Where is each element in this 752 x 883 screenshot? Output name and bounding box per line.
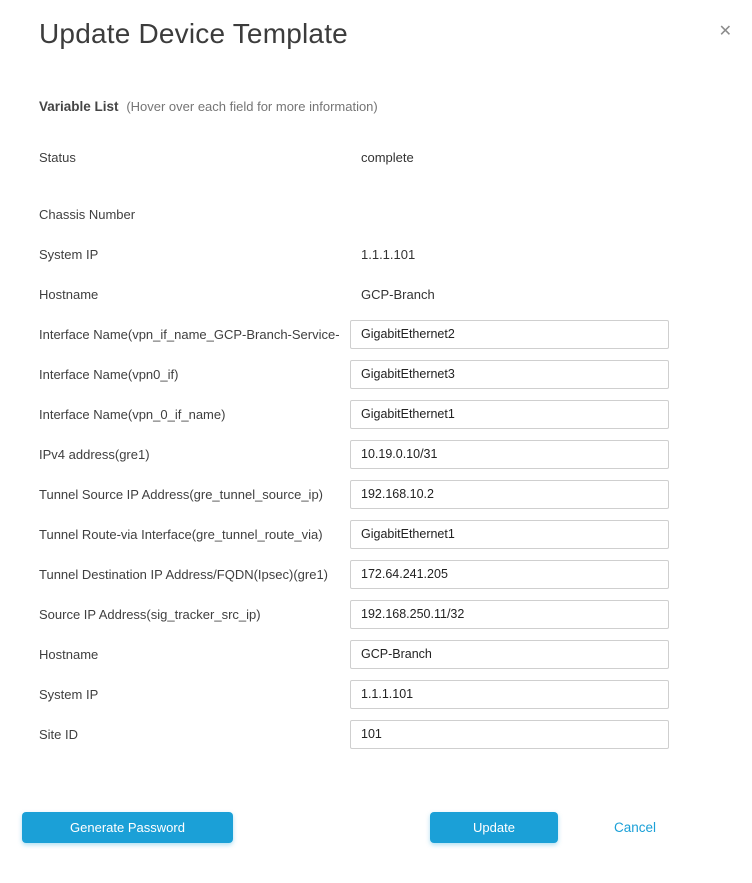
variable-list-hint: (Hover over each field for more information)	[126, 99, 378, 114]
field-row-ipv4-address-gre1	[0, 434, 752, 474]
field-row-tunnel-route-via	[0, 514, 752, 554]
site-id-input[interactable]	[350, 720, 669, 749]
variable-list	[0, 137, 752, 754]
field-label: Interface Name(vpn0_if)	[39, 366, 179, 382]
field-row-tunnel-destination	[0, 554, 752, 594]
field-label: Hostname	[39, 646, 99, 662]
field-label: IPv4 address(gre1)	[39, 446, 150, 462]
interface-name-vpn0-if-input[interactable]	[350, 360, 669, 389]
tunnel-route-via-input[interactable]	[350, 520, 669, 549]
hostname-input[interactable]	[350, 640, 669, 669]
field-row-site-id	[0, 714, 752, 754]
interface-name-service-vpn-input[interactable]	[350, 320, 669, 349]
field-label: Tunnel Destination IP Address/FQDN(Ipsec)(gre1)	[39, 566, 329, 582]
field-row-system-ip-static	[0, 234, 752, 274]
close-icon[interactable]: ✕	[718, 23, 732, 40]
update-button[interactable]: Update	[430, 812, 558, 843]
field-row-interface-name-service-vpn	[0, 314, 752, 354]
generate-password-button[interactable]: Generate Password	[22, 812, 233, 843]
field-label: Status	[39, 149, 76, 165]
field-value: 1.1.1.101	[361, 246, 416, 262]
field-row-tunnel-source-ip	[0, 474, 752, 514]
source-ip-tracker-input[interactable]	[350, 600, 669, 629]
field-label: Site ID	[39, 726, 79, 742]
field-label: Chassis Number	[39, 206, 136, 222]
field-label: Source IP Address(sig_tracker_src_ip)	[39, 606, 261, 622]
dialog-title: Update Device Template	[39, 18, 348, 49]
system-ip-input[interactable]	[350, 680, 669, 709]
ipv4-address-gre1-input[interactable]	[350, 440, 669, 469]
tunnel-source-ip-input[interactable]	[350, 480, 669, 509]
field-row-chassis-number	[0, 194, 752, 234]
field-row-system-ip	[0, 674, 752, 714]
field-row-hostname	[0, 634, 752, 674]
field-row-source-ip-tracker	[0, 594, 752, 634]
field-row-interface-name-vpn-0-if-name	[0, 394, 752, 434]
field-label: Interface Name(vpn_if_name_GCP-Branch-Service-	[39, 326, 340, 342]
field-label: System IP	[39, 246, 99, 262]
interface-name-vpn-0-if-name-input[interactable]	[350, 400, 669, 429]
cancel-button[interactable]: Cancel	[614, 812, 656, 843]
field-value: complete	[361, 149, 414, 165]
tunnel-destination-input[interactable]	[350, 560, 669, 589]
field-label: Hostname	[39, 286, 99, 302]
field-label: System IP	[39, 686, 99, 702]
field-value: GCP-Branch	[361, 286, 435, 302]
field-row-status	[0, 137, 752, 177]
field-label: Tunnel Route-via Interface(gre_tunnel_route_via)	[39, 526, 323, 542]
field-row-interface-name-vpn0-if	[0, 354, 752, 394]
variable-list-heading: Variable List	[39, 99, 119, 114]
field-row-hostname-static	[0, 274, 752, 314]
dialog-footer	[0, 812, 752, 843]
variable-list-header	[39, 100, 752, 114]
field-label: Tunnel Source IP Address(gre_tunnel_source_ip)	[39, 486, 324, 502]
field-label: Interface Name(vpn_0_if_name)	[39, 406, 226, 422]
